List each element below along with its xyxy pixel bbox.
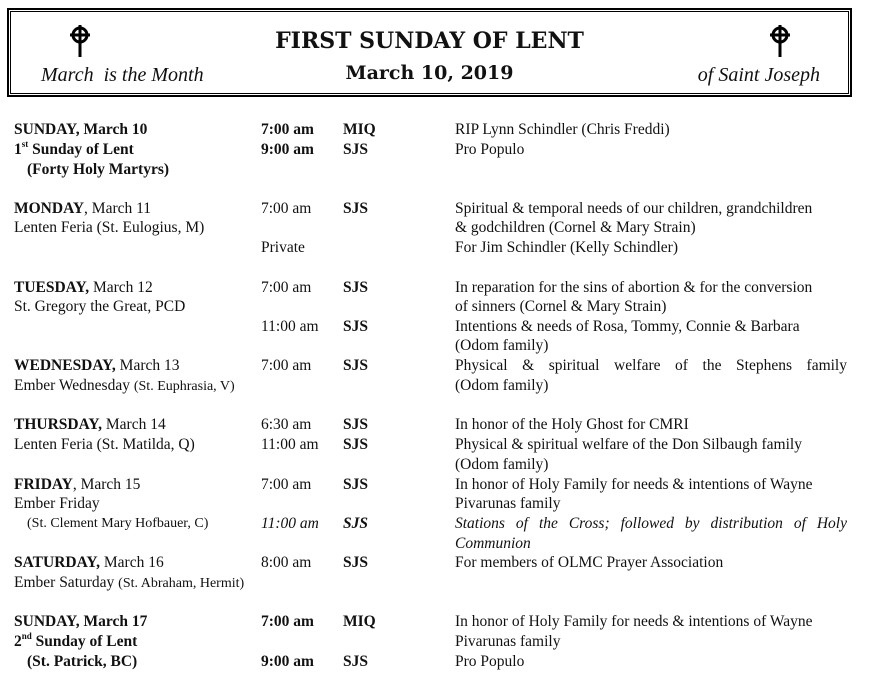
feast-name: Lenten Feria (St. Matilda, Q) <box>14 436 195 453</box>
day-heading <box>14 415 166 434</box>
mass-time: 7:00 am <box>261 613 314 630</box>
day-date: March 14 <box>102 416 166 433</box>
mass-intention: RIP Lynn Schindler (Chris Freddi) <box>455 121 670 138</box>
feast-name <box>14 573 244 593</box>
mass-location: MIQ <box>343 121 376 138</box>
feast-ordinal: 1 <box>14 141 22 158</box>
commemoration: (St. Euphrasia, V) <box>133 379 235 394</box>
commemoration: (St. Clement Mary Hofbauer, C) <box>27 516 209 531</box>
mass-intention-cont: Pivarunas family <box>455 633 561 650</box>
mass-intention: Physical & spiritual welfare of the Stephens family <box>455 357 847 374</box>
day-heading <box>14 199 151 218</box>
page-date: March 10, 2019 <box>345 62 514 84</box>
feast-title: Sunday of Lent <box>31 633 138 650</box>
mass-intention-cont: Communion <box>455 535 531 552</box>
mass-time: 8:00 am <box>261 554 312 571</box>
mass-location: MIQ <box>343 613 376 630</box>
mass-intention-cont: Pivarunas family <box>455 495 561 512</box>
day-date: , March 15 <box>72 476 141 493</box>
mass-time: 9:00 am <box>261 653 314 670</box>
feast-name: Lenten Feria (St. Eulogius, M) <box>14 219 205 236</box>
mass-intention: Spiritual & temporal needs of our children, grandchildren <box>455 200 813 217</box>
feast-name <box>14 632 137 651</box>
feast-name: St. Gregory the Great, PCD <box>14 298 186 315</box>
day-heading: SUNDAY, March 17 <box>14 613 148 630</box>
day-name: WEDNESDAY, <box>14 357 116 374</box>
mass-intention: Stations of the Cross; followed by distribution of Holy <box>455 515 847 532</box>
bulletin-header <box>10 11 849 94</box>
mass-time: 9:00 am <box>261 141 314 158</box>
mass-time: 11:00 am <box>261 318 319 335</box>
mass-intention-cont: (Odom family) <box>455 377 549 394</box>
feast-ordinal: 2 <box>14 633 22 650</box>
mass-time: 11:00 am <box>261 515 319 532</box>
feast-name <box>14 140 134 159</box>
mass-time: Private <box>261 239 305 256</box>
mass-intention: For Jim Schindler (Kelly Schindler) <box>455 239 678 256</box>
day-date: , March 11 <box>84 200 152 217</box>
day-name: FRIDAY <box>14 476 73 493</box>
day-heading <box>14 475 140 494</box>
day-date: March 13 <box>115 357 180 374</box>
mass-location: SJS <box>343 515 368 532</box>
mass-intention: Pro Populo <box>455 653 525 670</box>
feast-ordinal-suffix: nd <box>21 630 32 641</box>
commemoration: (St. Abraham, Hermit) <box>118 576 245 591</box>
mass-intention: In reparation for the sins of abortion & for the conversion <box>455 279 813 296</box>
feast-title: Ember Wednesday <box>14 377 134 394</box>
feast-name: Ember Friday <box>14 495 100 512</box>
mass-intention: Pro Populo <box>455 141 525 158</box>
day-heading <box>14 553 164 572</box>
header-right-text: of Saint Joseph <box>697 64 820 86</box>
mass-location: SJS <box>343 554 368 571</box>
mass-intention: In honor of the Holy Ghost for CMRI <box>455 416 689 433</box>
commemoration: (Forty Holy Martyrs) <box>27 161 170 178</box>
mass-location: SJS <box>343 200 368 217</box>
day-heading <box>14 278 153 297</box>
day-name: SATURDAY, <box>14 554 100 571</box>
mass-intention-cont: of sinners (Cornel & Mary Strain) <box>455 298 667 315</box>
mass-time: 7:00 am <box>261 279 312 296</box>
day-heading <box>14 356 180 375</box>
mass-time: 7:00 am <box>261 476 312 493</box>
mass-location: SJS <box>343 141 368 158</box>
mass-intention: Physical & spiritual welfare of the Don Silbaugh family <box>455 436 802 453</box>
feast-name <box>14 376 235 396</box>
day-date: March 12 <box>89 279 153 296</box>
mass-intention: In honor of Holy Family for needs & intentions of Wayne <box>455 476 813 493</box>
mass-location: SJS <box>343 318 368 335</box>
mass-time: 6:30 am <box>261 416 312 433</box>
mass-time: 7:00 am <box>261 200 312 217</box>
day-name: TUESDAY, <box>14 279 90 296</box>
commemoration: (St. Patrick, BC) <box>27 653 138 670</box>
day-name: MONDAY <box>14 200 85 217</box>
mass-intention-cont: (Odom family) <box>455 337 549 354</box>
mass-intention-cont: (Odom family) <box>455 456 549 473</box>
mass-location: SJS <box>343 476 368 493</box>
mass-location: SJS <box>343 416 368 433</box>
mass-intention: For members of OLMC Prayer Association <box>455 554 724 571</box>
day-date: March 16 <box>100 554 164 571</box>
header-left-text: March is the Month <box>41 64 204 86</box>
mass-time: 11:00 am <box>261 436 319 453</box>
mass-intention: In honor of Holy Family for needs & intentions of Wayne <box>455 613 813 630</box>
mass-location: SJS <box>343 653 368 670</box>
feast-ordinal-suffix: st <box>21 138 29 149</box>
mass-intention: Intentions & needs of Rosa, Tommy, Connie & Barbara <box>455 318 800 335</box>
page-title: FIRST SUNDAY OF LENT <box>275 28 584 54</box>
day-heading: SUNDAY, March 10 <box>14 121 148 138</box>
mass-time: 7:00 am <box>261 357 312 374</box>
mass-location: SJS <box>343 357 368 374</box>
feast-title: Ember Saturday <box>14 574 119 591</box>
mass-time: 7:00 am <box>261 121 314 138</box>
mass-intention-cont: & godchildren (Cornel & Mary Strain) <box>455 219 696 236</box>
mass-location: SJS <box>343 436 368 453</box>
mass-location: SJS <box>343 279 368 296</box>
feast-title: Sunday of Lent <box>28 141 134 158</box>
day-name: THURSDAY, <box>14 416 103 433</box>
